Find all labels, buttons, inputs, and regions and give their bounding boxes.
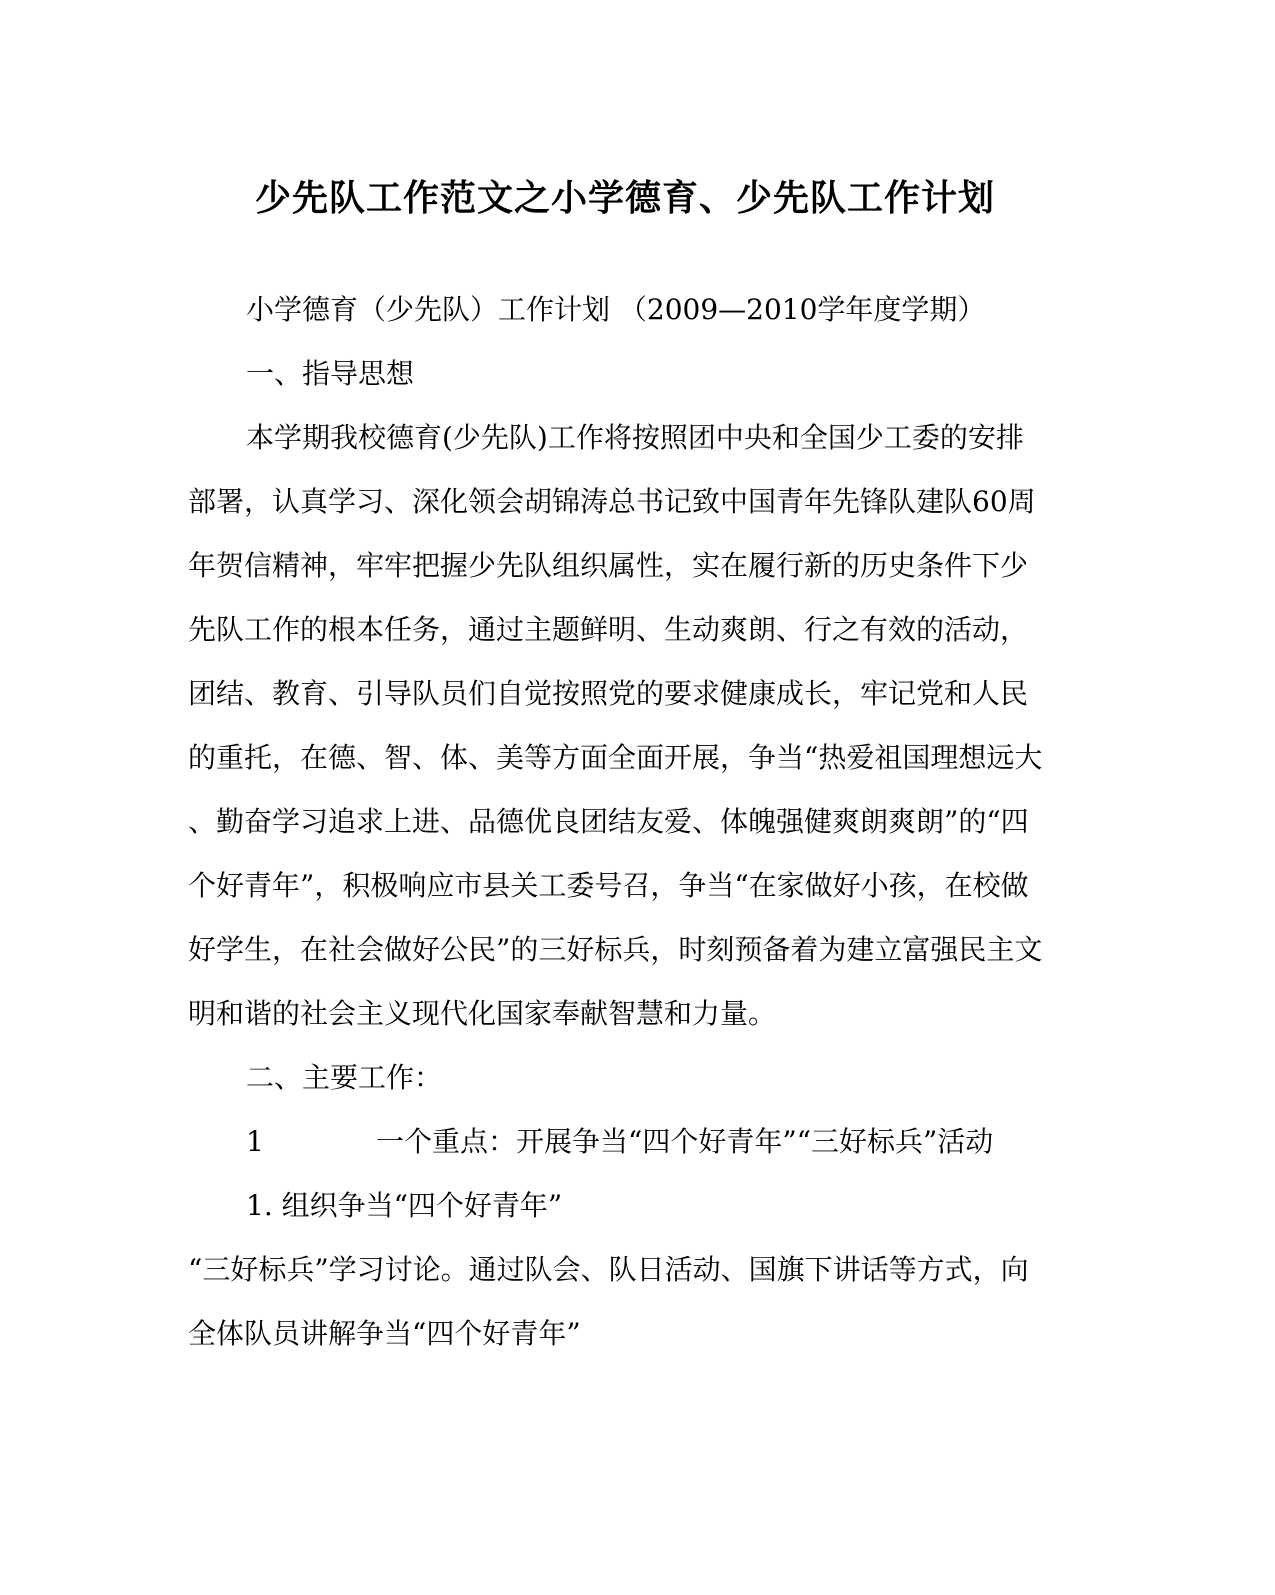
paragraph-line: 全体队员讲解争当“四个好青年”: [188, 1317, 581, 1350]
paragraph-line: “三好标兵”学习讨论。通过队会、队日活动、国旗下讲话等方式，向: [188, 1253, 1029, 1286]
item-number: 1: [246, 1125, 264, 1158]
paragraph-line: 年贺信精神，牢牢把握少先队组织属性，实在履行新的历史条件下少: [188, 549, 1029, 582]
item-text: 一个重点：开展争当“四个好青年”“三好标兵”活动: [376, 1125, 994, 1158]
sub-heading: 1. 组织争当“四个好青年”: [246, 1189, 563, 1222]
paragraph-line: 个好青年”，积极响应市县关工委号召，争当“在家做好小孩，在校做: [188, 869, 1029, 902]
document-subtitle: 小学德育（少先队）工作计划 （2009—2010学年度学期）: [246, 293, 986, 326]
paragraph-line: 好学生，在社会做好公民”的三好标兵，时刻预备着为建立富强民主文: [188, 933, 1043, 966]
paragraph-line: 本学期我校德育(少先队)工作将按照团中央和全国少工委的安排: [246, 421, 1024, 454]
section-heading-guiding-ideology: 一、指导思想: [246, 357, 415, 390]
paragraph-line: 的重托，在德、智、体、美等方面全面开展，争当“热爱祖国理想远大: [188, 741, 1043, 774]
paragraph-line: 明和谐的社会主义现代化国家奉献智慧和力量。: [188, 997, 777, 1030]
section-heading-main-work: 二、主要工作：: [246, 1061, 443, 1094]
paragraph-line: 部署，认真学习、深化领会胡锦涛总书记致中国青年先锋队建队60周: [188, 485, 1036, 518]
document-title: 少先队工作范文之小学德育、少先队工作计划: [254, 177, 995, 219]
paragraph-line: 、勤奋学习追求上进、品德优良团结友爱、体魄强健爽朗爽朗”的“四: [188, 805, 1029, 838]
paragraph-line: 先队工作的根本任务，通过主题鲜明、生动爽朗、行之有效的活动，: [188, 613, 1029, 646]
paragraph-line: 团结、教育、引导队员们自觉按照党的要求健康成长，牢记党和人民: [188, 677, 1029, 710]
